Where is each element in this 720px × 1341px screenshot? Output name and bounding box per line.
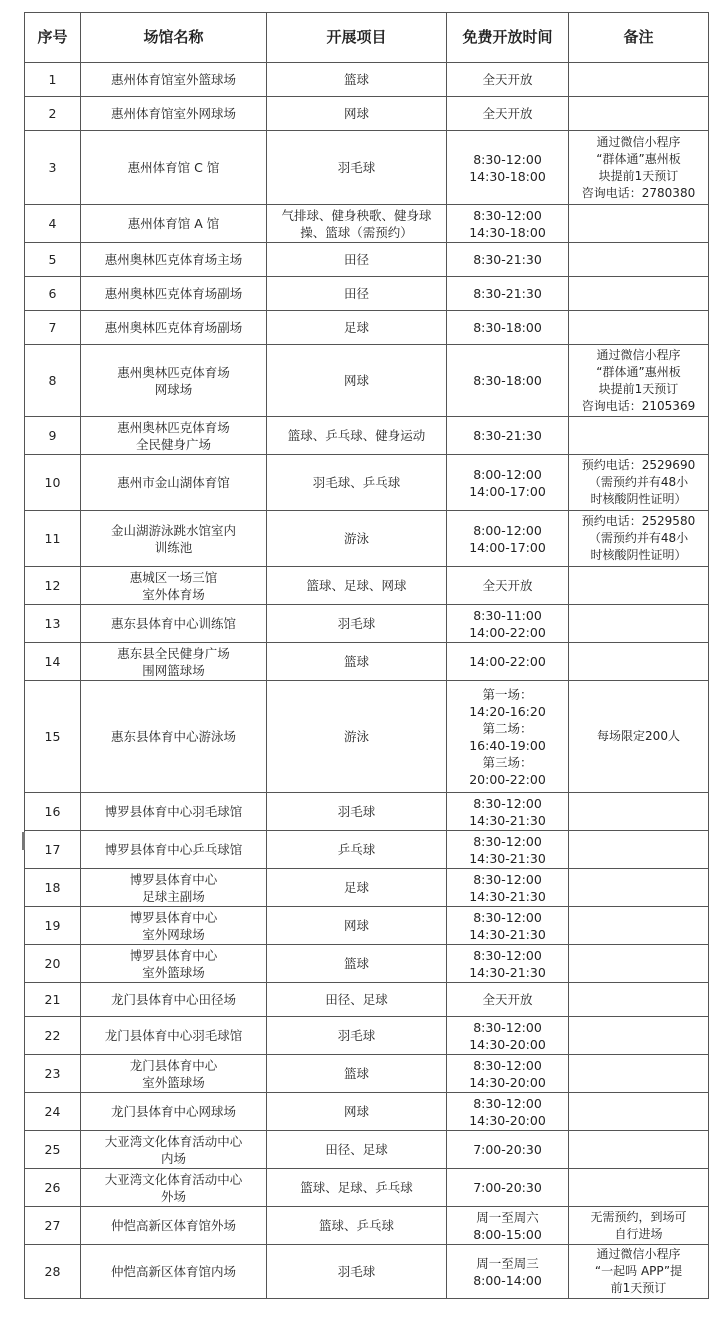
row-number-cell: 3 <box>25 131 81 205</box>
row-number-cell: 28 <box>25 1245 81 1299</box>
table-row <box>25 511 709 567</box>
row-number-cell: 11 <box>25 511 81 567</box>
table-row <box>25 1169 709 1207</box>
note-cell <box>569 1055 709 1093</box>
hours-cell: 第一场： 14:20-16:20 第二场： 16:40-19:00 第三场： 20:00-22:00 <box>447 681 569 793</box>
hours-cell: 8:30-18:00 <box>447 345 569 417</box>
row-number-cell: 16 <box>25 793 81 831</box>
hours-cell: 8:30-18:00 <box>447 311 569 345</box>
note-cell <box>569 1017 709 1055</box>
note-cell <box>569 97 709 131</box>
note-cell <box>569 1093 709 1131</box>
row-number-cell: 19 <box>25 907 81 945</box>
items-cell: 篮球、乒乓球、健身运动 <box>267 417 447 455</box>
note-cell <box>569 945 709 983</box>
items-cell: 羽毛球 <box>267 1017 447 1055</box>
venue-name-cell: 惠州市金山湖体育馆 <box>81 455 267 511</box>
hours-cell: 8:30-12:00 14:30-20:00 <box>447 1093 569 1131</box>
hours-cell: 全天开放 <box>447 97 569 131</box>
hours-cell: 8:30-12:00 14:30-20:00 <box>447 1017 569 1055</box>
venue-name-cell: 惠州奥林匹克体育场 全民健身广场 <box>81 417 267 455</box>
hours-cell: 全天开放 <box>447 567 569 605</box>
hours-cell: 周一至周三 8:00-14:00 <box>447 1245 569 1299</box>
venue-table-sheet <box>24 12 708 1299</box>
row-number-cell: 5 <box>25 243 81 277</box>
items-cell: 篮球、足球、网球 <box>267 567 447 605</box>
items-cell: 气排球、健身秧歌、健身球 操、篮球（需预约） <box>267 205 447 243</box>
note-cell <box>569 983 709 1017</box>
items-cell: 羽毛球 <box>267 605 447 643</box>
table-row <box>25 277 709 311</box>
items-cell: 田径 <box>267 243 447 277</box>
note-cell: 通过微信小程序 “群体通”惠州板 块提前1天预订 咨询电话：2780380 <box>569 131 709 205</box>
items-cell: 篮球 <box>267 643 447 681</box>
table-row <box>25 793 709 831</box>
hours-cell: 8:30-12:00 14:30-18:00 <box>447 205 569 243</box>
table-row <box>25 1055 709 1093</box>
venue-name-cell: 惠东县体育中心训练馆 <box>81 605 267 643</box>
hours-cell: 8:30-21:30 <box>447 277 569 311</box>
venue-name-cell: 惠城区一场三馆 室外体育场 <box>81 567 267 605</box>
venue-name-cell: 龙门县体育中心田径场 <box>81 983 267 1017</box>
table-row <box>25 983 709 1017</box>
venue-name-cell: 金山湖游泳跳水馆室内 训练池 <box>81 511 267 567</box>
venue-name-cell: 惠州体育馆 C 馆 <box>81 131 267 205</box>
table-row <box>25 345 709 417</box>
items-cell: 田径、足球 <box>267 983 447 1017</box>
header-cell-hours: 免费开放时间 <box>447 13 569 63</box>
venue-name-cell: 龙门县体育中心羽毛球馆 <box>81 1017 267 1055</box>
note-cell: 通过微信小程序 “群体通”惠州板 块提前1天预订 咨询电话：2105369 <box>569 345 709 417</box>
hours-cell: 7:00-20:30 <box>447 1131 569 1169</box>
row-number-cell: 17 <box>25 831 81 869</box>
table-row <box>25 417 709 455</box>
table-row <box>25 131 709 205</box>
header-cell-note: 备注 <box>569 13 709 63</box>
note-cell: 预约电话：2529580 （需预约并有48小 时核酸阴性证明） <box>569 511 709 567</box>
note-cell <box>569 1169 709 1207</box>
table-row <box>25 97 709 131</box>
note-cell <box>569 311 709 345</box>
row-number-cell: 25 <box>25 1131 81 1169</box>
venue-name-cell: 龙门县体育中心网球场 <box>81 1093 267 1131</box>
venue-name-cell: 惠东县体育中心游泳场 <box>81 681 267 793</box>
table-row <box>25 567 709 605</box>
items-cell: 游泳 <box>267 511 447 567</box>
table-row <box>25 455 709 511</box>
row-number-cell: 14 <box>25 643 81 681</box>
note-cell <box>569 417 709 455</box>
hours-cell: 8:30-12:00 14:30-20:00 <box>447 1055 569 1093</box>
hours-cell: 周一至周六 8:00-15:00 <box>447 1207 569 1245</box>
row-number-cell: 21 <box>25 983 81 1017</box>
table-row <box>25 1245 709 1299</box>
venue-name-cell: 博罗县体育中心羽毛球馆 <box>81 793 267 831</box>
row-number-cell: 20 <box>25 945 81 983</box>
note-cell <box>569 869 709 907</box>
row-number-cell: 6 <box>25 277 81 311</box>
table-row <box>25 681 709 793</box>
items-cell: 田径、足球 <box>267 1131 447 1169</box>
row-number-cell: 13 <box>25 605 81 643</box>
note-cell <box>569 1131 709 1169</box>
table-row <box>25 831 709 869</box>
note-cell: 无需预约，到场可 自行进场 <box>569 1207 709 1245</box>
row-number-cell: 26 <box>25 1169 81 1207</box>
row-number-cell: 15 <box>25 681 81 793</box>
table-row <box>25 243 709 277</box>
items-cell: 足球 <box>267 869 447 907</box>
row-number-cell: 22 <box>25 1017 81 1055</box>
header-cell-items: 开展项目 <box>267 13 447 63</box>
items-cell: 篮球、乒乓球 <box>267 1207 447 1245</box>
items-cell: 篮球 <box>267 1055 447 1093</box>
row-number-cell: 7 <box>25 311 81 345</box>
items-cell: 羽毛球 <box>267 1245 447 1299</box>
hours-cell: 8:30-11:00 14:00-22:00 <box>447 605 569 643</box>
table-row <box>25 643 709 681</box>
note-cell: 每场限定200人 <box>569 681 709 793</box>
venue-name-cell: 大亚湾文化体育活动中心 内场 <box>81 1131 267 1169</box>
note-cell <box>569 205 709 243</box>
venue-name-cell: 博罗县体育中心 室外网球场 <box>81 907 267 945</box>
row-number-cell: 12 <box>25 567 81 605</box>
row-number-cell: 4 <box>25 205 81 243</box>
items-cell: 游泳 <box>267 681 447 793</box>
venue-name-cell: 龙门县体育中心 室外篮球场 <box>81 1055 267 1093</box>
row-number-cell: 24 <box>25 1093 81 1131</box>
venue-name-cell: 博罗县体育中心 足球主副场 <box>81 869 267 907</box>
note-cell <box>569 243 709 277</box>
row-number-cell: 8 <box>25 345 81 417</box>
venue-name-cell: 惠州体育馆室外网球场 <box>81 97 267 131</box>
items-cell: 篮球 <box>267 63 447 97</box>
table-row <box>25 1093 709 1131</box>
note-cell <box>569 793 709 831</box>
header-cell-venue: 场馆名称 <box>81 13 267 63</box>
table-body <box>25 63 709 1299</box>
table-row <box>25 205 709 243</box>
hours-cell: 8:30-21:30 <box>447 417 569 455</box>
items-cell: 网球 <box>267 97 447 131</box>
venue-name-cell: 惠州体育馆 A 馆 <box>81 205 267 243</box>
table-row <box>25 1131 709 1169</box>
row-number-cell: 27 <box>25 1207 81 1245</box>
items-cell: 网球 <box>267 345 447 417</box>
header-cell-no: 序号 <box>25 13 81 63</box>
hours-cell: 8:30-12:00 14:30-21:30 <box>447 793 569 831</box>
table-row <box>25 869 709 907</box>
hours-cell: 8:30-21:30 <box>447 243 569 277</box>
note-cell <box>569 567 709 605</box>
note-cell: 预约电话：2529690 （需预约并有48小 时核酸阴性证明） <box>569 455 709 511</box>
row-number-cell: 1 <box>25 63 81 97</box>
items-cell: 羽毛球 <box>267 793 447 831</box>
row-divider-mark <box>22 832 25 850</box>
table-header-row <box>25 13 709 63</box>
venue-name-cell: 博罗县体育中心乒乓球馆 <box>81 831 267 869</box>
note-cell <box>569 907 709 945</box>
venue-name-cell: 博罗县体育中心 室外篮球场 <box>81 945 267 983</box>
note-cell <box>569 63 709 97</box>
items-cell: 羽毛球、乒乓球 <box>267 455 447 511</box>
hours-cell: 8:30-12:00 14:30-18:00 <box>447 131 569 205</box>
table-row <box>25 1207 709 1245</box>
table-row <box>25 605 709 643</box>
hours-cell: 全天开放 <box>447 63 569 97</box>
hours-cell: 全天开放 <box>447 983 569 1017</box>
items-cell: 田径 <box>267 277 447 311</box>
table-row <box>25 1017 709 1055</box>
items-cell: 羽毛球 <box>267 131 447 205</box>
hours-cell: 8:00-12:00 14:00-17:00 <box>447 511 569 567</box>
venue-name-cell: 惠州奥林匹克体育场副场 <box>81 311 267 345</box>
note-cell <box>569 831 709 869</box>
row-number-cell: 18 <box>25 869 81 907</box>
table-row <box>25 311 709 345</box>
hours-cell: 8:30-12:00 14:30-21:30 <box>447 945 569 983</box>
venue-name-cell: 惠州体育馆室外篮球场 <box>81 63 267 97</box>
table-row <box>25 907 709 945</box>
items-cell: 篮球、足球、乒乓球 <box>267 1169 447 1207</box>
note-cell <box>569 277 709 311</box>
hours-cell: 8:30-12:00 14:30-21:30 <box>447 907 569 945</box>
venue-name-cell: 大亚湾文化体育活动中心 外场 <box>81 1169 267 1207</box>
hours-cell: 14:00-22:00 <box>447 643 569 681</box>
table-row <box>25 945 709 983</box>
table-row <box>25 63 709 97</box>
hours-cell: 8:00-12:00 14:00-17:00 <box>447 455 569 511</box>
venue-table <box>24 12 709 1299</box>
items-cell: 网球 <box>267 907 447 945</box>
items-cell: 足球 <box>267 311 447 345</box>
row-number-cell: 2 <box>25 97 81 131</box>
venue-name-cell: 仲恺高新区体育馆内场 <box>81 1245 267 1299</box>
hours-cell: 7:00-20:30 <box>447 1169 569 1207</box>
venue-name-cell: 仲恺高新区体育馆外场 <box>81 1207 267 1245</box>
note-cell <box>569 643 709 681</box>
items-cell: 篮球 <box>267 945 447 983</box>
row-number-cell: 23 <box>25 1055 81 1093</box>
row-number-cell: 10 <box>25 455 81 511</box>
items-cell: 网球 <box>267 1093 447 1131</box>
venue-name-cell: 惠州奥林匹克体育场副场 <box>81 277 267 311</box>
items-cell: 乒乓球 <box>267 831 447 869</box>
venue-name-cell: 惠州奥林匹克体育场 网球场 <box>81 345 267 417</box>
hours-cell: 8:30-12:00 14:30-21:30 <box>447 831 569 869</box>
row-number-cell: 9 <box>25 417 81 455</box>
note-cell: 通过微信小程序 “一起吗 APP”提 前1天预订 <box>569 1245 709 1299</box>
venue-name-cell: 惠州奥林匹克体育场主场 <box>81 243 267 277</box>
hours-cell: 8:30-12:00 14:30-21:30 <box>447 869 569 907</box>
note-cell <box>569 605 709 643</box>
venue-name-cell: 惠东县全民健身广场 围网篮球场 <box>81 643 267 681</box>
